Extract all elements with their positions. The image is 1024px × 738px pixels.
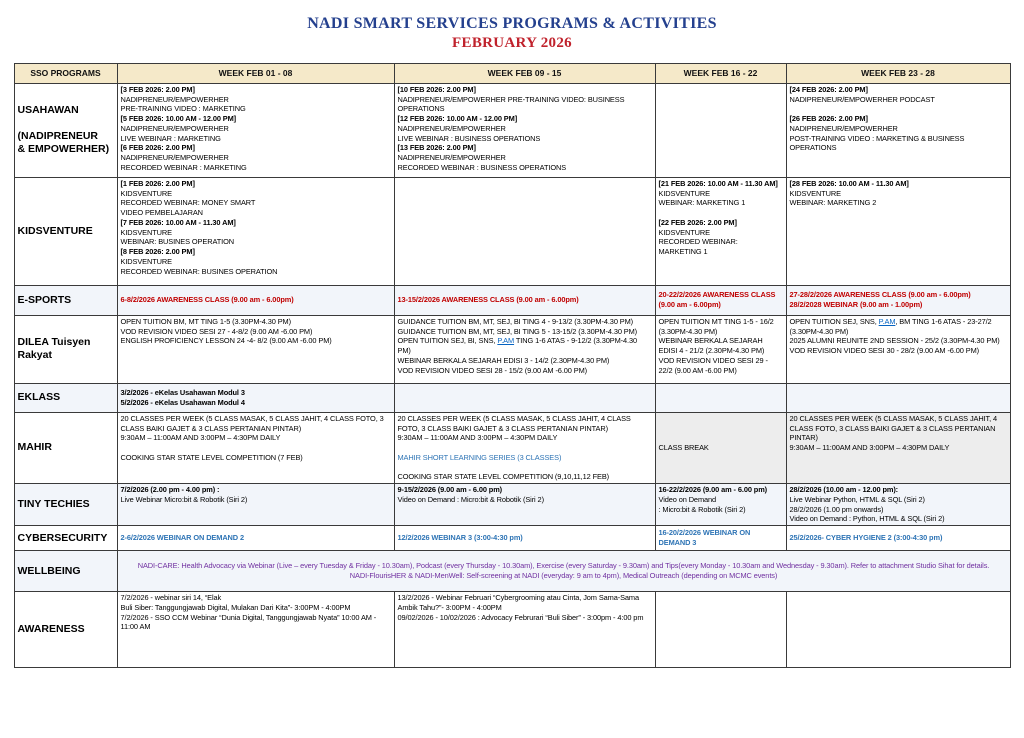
text-line: [5 FEB 2026: 10.00 AM - 12.00 PM] (120, 114, 237, 124)
text-line: KIDSVENTURE (120, 188, 172, 198)
cell-eklass-w3 (655, 383, 786, 412)
text-line: : Micro:bit & Robotik (Siri 2) (658, 504, 746, 514)
cell-awareness-w1 (117, 592, 394, 668)
text-line: WEBINAR: MARKETING 2 (789, 198, 877, 208)
text-line: [1 FEB 2026: 2.00 PM] (120, 178, 195, 188)
text-line: RECORDED WEBINAR : BUSINESS OPERATIONS (397, 162, 567, 172)
text-line: 20 CLASSES PER WEEK (5 CLASS MASAK, 5 CLASS JAHIT, 4 CLASS FOTO, 3 CLASS BAIKI GAJET & 3 CLASS PERTANIAN PINTAR) (397, 413, 631, 433)
cell-usahawan-w1 (117, 83, 394, 177)
text-line: KIDSVENTURE (17, 224, 93, 237)
text-line: OPEN TUITION SEJ, SNS, P.AM, BM TING 1-6 ATAS - 23-27/2 (3.30PM-4.30 PM) (789, 316, 992, 336)
text-line: [13 FEB 2026: 2.00 PM] (397, 143, 476, 153)
text-line: 20-22/2/2026 AWARENESS CLASS (9.00 am - 6.00pm) (658, 290, 776, 310)
program-row-usahawan (14, 83, 1010, 177)
text-line: KIDSVENTURE (658, 188, 710, 198)
cell-mahir-w3 (655, 412, 786, 483)
text-line: KIDSVENTURE (789, 188, 841, 198)
cell-esports-w4 (786, 285, 1010, 315)
text-line (659, 208, 783, 218)
cell-usahawan-w3 (655, 83, 786, 177)
text-line: CLASS BREAK (658, 443, 709, 453)
text-line (121, 443, 391, 453)
cell-mahir-w1 (117, 412, 394, 483)
text-line: OPEN TUITION MT TING 1-5 - 16/2 (3.30PM-4.30 PM) (658, 316, 774, 336)
text-line: [28 FEB 2026: 10.00 AM - 11.30 AM] (789, 178, 909, 188)
text-line: NADIPRENEUR/EMPOWERHER (397, 153, 506, 163)
text-line: COOKING STAR STATE LEVEL COMPETITION (9,10,11,12 FEB) (397, 472, 610, 482)
text-line: 09/02/2026 - 10/02/2026 : Advocacy Februrari “Buli Siber” - 3:00pm - 4:00 pm (397, 612, 644, 622)
text-line: TINY TECHIES (17, 498, 90, 511)
text-line: 16-20/2/2026 WEBINAR ON DEMAND 3 (658, 528, 751, 548)
column-header-programs: SSO PROGRAMS (14, 63, 117, 83)
text-line: 28/2/2028 WEBINAR (9.00 am - 1.00pm) (789, 300, 923, 310)
text-line: VOD REVISION VIDEO SESI 28 - 15/2 (9.00 AM -6.00 PM) (397, 365, 587, 375)
cell-tinytechies-w3 (655, 484, 786, 526)
text-line: 27-28/2/2026 AWARENESS CLASS (9.00 am - 6.00pm) (789, 290, 971, 300)
text-line: 9-15/2/2026 (9.00 am - 6.00 pm) (397, 485, 503, 495)
cell-dilea-w2 (394, 315, 655, 383)
text-line: COOKING STAR STATE LEVEL COMPETITION (7 FEB) (120, 452, 303, 462)
program-label-kidsventure (14, 177, 117, 285)
text-line: NADI-FlourisHER & NADI-MenWell: Self-screening at NADI (everyday: 9 am to 4pm), Medical Outreach (depending on MCMC events) (349, 571, 778, 581)
cell-kidsventure-w3 (655, 177, 786, 285)
text-line: 13/2/2026 - Webinar Februari “Cybergrooming atau Cinta, Jom Sama-Sama Ambik Tahu?”- 3:00PM - 4:00PM (397, 593, 639, 612)
text-line (790, 104, 1007, 114)
title-block (0, 14, 1024, 53)
text-line: 25/2/2026- CYBER HYGIENE 2 (3:00-4:30 pm) (789, 533, 943, 543)
cell-cybersecurity-w2 (394, 526, 655, 551)
text-line: WEBINAR BERKALA SEJARAH EDISI 4 - 21/2 (2.30PM-4.30 PM) (658, 336, 765, 356)
text-line: LIVE WEBINAR : MARKETING (120, 133, 221, 143)
text-line: 20 CLASSES PER WEEK (5 CLASS MASAK, 5 CLASS JAHIT, 4 CLASS FOTO, 3 CLASS BAIKI GAJET & 3 CLASS PERTANIAN PINTAR) (789, 413, 998, 443)
text-line: ENGLISH PROFICIENCY LESSON 24 -4- 8/2 (9.00 AM -6.00 PM) (120, 336, 332, 346)
text-line: [21 FEB 2026: 10.00 AM - 11.30 AM] (658, 178, 778, 188)
cell-cybersecurity-w4 (786, 526, 1010, 551)
cell-kidsventure-w4 (786, 177, 1010, 285)
cell-eklass-w1 (117, 383, 394, 412)
text-line: [7 FEB 2026: 10.00 AM - 11.30 AM] (120, 217, 236, 227)
text-line: OPEN TUITION BM, MT TING 1-5 (3.30PM-4.30 PM) (120, 316, 291, 326)
text-line: [12 FEB 2026: 10.00 AM - 12.00 PM] (397, 114, 518, 124)
text-line: KIDSVENTURE (120, 227, 172, 237)
program-label-cybersecurity (14, 526, 117, 551)
text-line: AWARENESS (17, 623, 85, 636)
cell-eklass-w2 (394, 383, 655, 412)
cell-tinytechies-w2 (394, 484, 655, 526)
program-label-dilea (14, 315, 117, 383)
text-line: 12/2/2026 WEBINAR 3 (3:00-4:30 pm) (397, 533, 523, 543)
text-line: DILEA Tuisyen Rakyat (17, 336, 91, 362)
text-line: NADIPRENEUR/EMPOWERHER (789, 123, 898, 133)
cell-kidsventure-w1 (117, 177, 394, 285)
text-line: VIDEO PEMBELAJARAN (120, 208, 203, 218)
column-header-week2: WEEK FEB 09 - 15 (394, 63, 655, 83)
program-row-mahir (14, 412, 1010, 483)
program-label-usahawan (14, 83, 117, 177)
text-line: [3 FEB 2026: 2.00 PM] (120, 84, 195, 94)
text-line: & EMPOWERHER) (17, 143, 110, 156)
text-line: WELLBEING (17, 564, 81, 577)
pam-link[interactable]: P.AM (878, 316, 896, 326)
text-line: [10 FEB 2026: 2.00 PM] (397, 84, 476, 94)
program-row-awareness (14, 592, 1010, 668)
text-line: EKLASS (17, 391, 61, 404)
text-line: NADIPRENEUR/EMPOWERHER (120, 123, 229, 133)
text-line: 7/2/2026 - SSO CCM Webinar “Dunia Digital, Tanggungjawab Nyata” 10:00 AM - 11:00 AM (120, 612, 377, 632)
text-line: VOD REVISION VIDEO SESI 27 - 4-8/2 (9.00 AM -6.00 PM) (120, 326, 313, 336)
cell-cybersecurity-w3 (655, 526, 786, 551)
cell-dilea-w4 (786, 315, 1010, 383)
cell-awareness-w2 (394, 592, 655, 668)
text-line: NADIPRENEUR/EMPOWERHER (397, 123, 506, 133)
text-line: RECORDED WEBINAR: BUSINES OPERATION (120, 266, 278, 276)
page-subtitle: FEBRUARY 2026 (452, 35, 572, 51)
text-line: NADIPRENEUR/EMPOWERHER (120, 153, 229, 163)
cell-awareness-w3 (655, 592, 786, 668)
text-line: RECORDED WEBINAR: MARKETING 1 (658, 237, 738, 257)
text-line: LIVE WEBINAR : BUSINESS OPERATIONS (397, 133, 541, 143)
cell-esports-w2 (394, 285, 655, 315)
cell-tinytechies-w1 (117, 484, 394, 526)
text-line: 28/2/2026 (10.00 am - 12.00 pm): (789, 485, 899, 495)
text-line: 7/2/2026 (2.00 pm - 4.00 pm) : (120, 485, 220, 495)
text-line: [26 FEB 2026: 2.00 PM] (789, 114, 868, 124)
program-row-cybersecurity (14, 526, 1010, 551)
text-line: GUIDANCE TUITION BM, MT, SEJ, BI TING 5 - 13-15/2 (3.30PM-4.30 PM) (397, 326, 638, 336)
text-line: RECORDED WEBINAR: MONEY SMART (120, 198, 256, 208)
text-line: [22 FEB 2026: 2.00 PM] (658, 217, 737, 227)
program-row-kidsventure (14, 177, 1010, 285)
text-line: Buli Siber: Tanggungjawab Digital, Mulakan Dari Kita”- 3:00PM - 4:00PM (120, 602, 351, 612)
text-line (18, 117, 114, 130)
text-line: E-SPORTS (17, 293, 72, 306)
text-line: POST-TRAINING VIDEO : MARKETING & BUSINESS OPERATIONS (789, 133, 965, 153)
cell-esports-w3 (655, 285, 786, 315)
text-line: 5/2/2026 - eKelas Usahawan Modul 4 (120, 397, 245, 407)
text-line: 9:30AM – 11:00AM AND 3:00PM – 4:30PM DAILY (397, 433, 558, 443)
column-header-week3: WEEK FEB 16 - 22 (655, 63, 786, 83)
cell-tinytechies-w4 (786, 484, 1010, 526)
schedule-table (14, 63, 1011, 668)
text-line: PRE-TRAINING VIDEO : MARKETING (120, 104, 246, 114)
program-row-tinytechies (14, 484, 1010, 526)
cell-dilea-w3 (655, 315, 786, 383)
program-label-esports (14, 285, 117, 315)
text-line: NADIPRENEUR/EMPOWERHER (120, 94, 229, 104)
text-line: VOD REVISION VIDEO SESI 29 - 22/2 (9.00 AM -6.00 PM) (658, 355, 768, 375)
text-line: WEBINAR BERKALA SEJARAH EDISI 3 - 14/2 (2.30PM-4.30 PM) (397, 355, 610, 365)
cell-usahawan-w4 (786, 83, 1010, 177)
program-row-esports (14, 285, 1010, 315)
program-label-awareness (14, 592, 117, 668)
text-line: 7/2/2026 - webinar siri 14, “Elak (120, 593, 222, 603)
text-line: [8 FEB 2026: 2.00 PM] (120, 247, 195, 257)
cell-usahawan-w2 (394, 83, 655, 177)
program-row-dilea (14, 315, 1010, 383)
text-line: Video on Demand (658, 494, 717, 504)
cell-eklass-w4 (786, 383, 1010, 412)
text-line: Live Webinar Micro:bit & Robotik (Siri 2) (120, 494, 248, 504)
text-line: 9:30AM – 11:00AM AND 3:00PM – 4:30PM DAILY (120, 433, 281, 443)
pam-link[interactable]: P.AM (497, 336, 515, 346)
text-line: [24 FEB 2026: 2.00 PM] (789, 84, 868, 94)
text-line: WEBINAR: MARKETING 1 (658, 198, 746, 208)
text-line: CYBERSECURITY (17, 531, 108, 544)
text-line: 16-22/2/2026 (9.00 am - 6.00 pm) (658, 485, 768, 495)
text-line: OPEN TUITION SEJ, BI, SNS, P.AM TING 1-6 ATAS - 9-12/2 (3.30PM-4.30 PM) (397, 336, 637, 356)
text-line (398, 443, 652, 453)
program-label-mahir (14, 412, 117, 483)
cell-awareness-w4 (786, 592, 1010, 668)
text-line: 3/2/2026 - eKelas Usahawan Modul 3 (120, 387, 245, 397)
cell-mahir-w2 (394, 412, 655, 483)
text-line: 13-15/2/2026 AWARENESS CLASS (9.00 am - 6.00pm) (397, 295, 579, 305)
cell-cybersecurity-w1 (117, 526, 394, 551)
program-label-tinytechies (14, 484, 117, 526)
header-row (14, 63, 1010, 83)
cell-mahir-w4 (786, 412, 1010, 483)
program-row-wellbeing (14, 551, 1010, 592)
text-line: 28/2/2026 (1.00 pm onwards) (789, 504, 884, 514)
text-line: Video on Demand : Micro:bit & Robotik (Siri 2) (397, 494, 544, 504)
cell-dilea-w1 (117, 315, 394, 383)
text-line: [6 FEB 2026: 2.00 PM] (120, 143, 195, 153)
cell-kidsventure-w2 (394, 177, 655, 285)
text-line: GUIDANCE TUITION BM, MT, SEJ, BI TING 4 - 9-13/2 (3.30PM-4.30 PM) (397, 316, 634, 326)
text-line: 9:30AM – 11:00AM AND 3:00PM – 4:30PM DAILY (789, 443, 950, 453)
page-title: NADI SMART SERVICES PROGRAMS & ACTIVITIES (307, 15, 717, 32)
text-line: 6-8/2/2026 AWARENESS CLASS (9.00 am - 6.00pm) (120, 295, 294, 305)
column-header-week4: WEEK FEB 23 - 28 (786, 63, 1010, 83)
program-row-eklass (14, 383, 1010, 412)
text-line: 2-6/2/2026 WEBINAR ON DEMAND 2 (120, 533, 244, 543)
text-line: MAHIR (17, 441, 52, 454)
text-line: VOD REVISION VIDEO SESI 30 - 28/2 (9.00 AM -6.00 PM) (789, 346, 979, 356)
text-line: NADI-CARE: Health Advocacy via Webinar (Live – every Tuesday & Friday - 10.30am), Podcast (every Thursday - 10.30am), Exercise (every Saturday - 9.30am) and Tips(every Monday - 10.30am and Wednesday - 9.30am). Refer to attachment Studio Sihat for details. (137, 561, 990, 571)
program-label-wellbeing (14, 551, 117, 592)
text-line: Live Webinar Python, HTML & SQL (Siri 2) (789, 494, 925, 504)
text-line: 2025 ALUMNI REUNITE 2ND SESSION - 25/2 (3.30PM-4.30 PM) (789, 336, 1000, 346)
text-line: USAHAWAN (17, 104, 79, 116)
cell-esports-w1 (117, 285, 394, 315)
text-line: NADIPRENEUR/EMPOWERHER PODCAST (789, 94, 935, 104)
text-line: MAHIR SHORT LEARNING SERIES (3 CLASSES) (397, 452, 562, 462)
text-line (398, 463, 652, 473)
program-label-eklass (14, 383, 117, 412)
text-line: KIDSVENTURE (658, 227, 710, 237)
text-line: Video on Demand : Python, HTML & SQL (Siri 2) (789, 514, 945, 524)
cell-wellbeing-w1 (117, 551, 1010, 592)
text-line: RECORDED WEBINAR : MARKETING (120, 162, 247, 172)
text-line: NADIPRENEUR/EMPOWERHER PRE-TRAINING VIDEO: BUSINESS OPERATIONS (397, 94, 625, 114)
text-line: 20 CLASSES PER WEEK (5 CLASS MASAK, 5 CLASS JAHIT, 4 CLASS FOTO, 3 CLASS BAIKI GAJET & 3 CLASS PERTANIAN PINTAR) (120, 413, 384, 433)
column-header-week1: WEEK FEB 01 - 08 (117, 63, 394, 83)
text-line: WEBINAR: BUSINES OPERATION (120, 237, 234, 247)
text-line: KIDSVENTURE (120, 256, 172, 266)
text-line: (NADIPRENEUR (17, 130, 99, 143)
